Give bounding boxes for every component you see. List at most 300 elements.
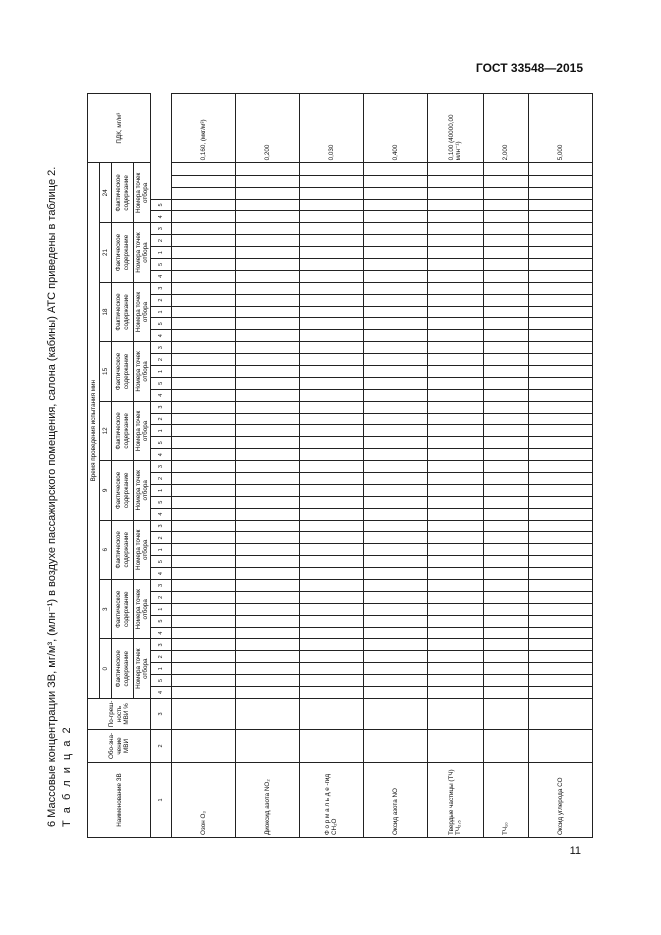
value-cell: [363, 342, 427, 354]
point-number: 3: [151, 282, 172, 294]
value-cell: [363, 270, 427, 282]
point-number: 1: [151, 247, 172, 259]
value-cell: [363, 520, 427, 532]
pdk-value: 0,030: [299, 94, 363, 163]
value-cell: [363, 473, 427, 485]
value-cell: [363, 401, 427, 413]
value-cell: [427, 401, 483, 413]
actual-content-7: Фактическое содержание: [112, 223, 134, 282]
value-cell: [236, 639, 300, 651]
value-cell: [529, 282, 593, 294]
value-cell: [172, 568, 236, 580]
point-number: 2: [151, 532, 172, 544]
value-cell: [299, 377, 363, 389]
value-cell: [483, 377, 528, 389]
value-cell: [427, 175, 483, 187]
point-number: 1: [151, 365, 172, 377]
value-cell: [236, 163, 300, 175]
error-cell: [299, 698, 363, 729]
value-cell: [299, 187, 363, 199]
value-cell: [483, 615, 528, 627]
value-cell: [427, 663, 483, 675]
point-number: 5: [151, 675, 172, 687]
value-cell: [483, 199, 528, 211]
value-cell: [427, 377, 483, 389]
point-number: 1: [151, 306, 172, 318]
value-cell: [172, 223, 236, 235]
value-cell: [529, 306, 593, 318]
point-number: 5: [151, 615, 172, 627]
value-cell: [529, 294, 593, 306]
value-cell: [483, 544, 528, 556]
value-cell: [299, 484, 363, 496]
value-cell: [483, 354, 528, 366]
point-number: 5: [151, 556, 172, 568]
value-cell: [172, 449, 236, 461]
value-cell: [172, 615, 236, 627]
value-cell: [483, 520, 528, 532]
value-cell: [483, 270, 528, 282]
value-cell: [363, 461, 427, 473]
value-cell: [299, 425, 363, 437]
value-cell: [483, 258, 528, 270]
value-cell: [363, 258, 427, 270]
value-cell: [363, 663, 427, 675]
points-label-7: Номера точек отбора: [134, 223, 151, 282]
value-cell: [483, 223, 528, 235]
value-cell: [172, 163, 236, 175]
value-cell: [363, 330, 427, 342]
actual-content-1: Фактическое содержание: [112, 580, 134, 639]
point-number: 2: [151, 729, 172, 762]
value-cell: [483, 651, 528, 663]
value-cell: [529, 437, 593, 449]
value-cell: [529, 651, 593, 663]
points-label-4: Номера точек отбора: [134, 401, 151, 460]
point-number: 3: [151, 639, 172, 651]
value-cell: [483, 175, 528, 187]
value-cell: [427, 556, 483, 568]
value-cell: [172, 306, 236, 318]
value-cell: [236, 687, 300, 699]
value-cell: [529, 425, 593, 437]
point-number: 1: [151, 544, 172, 556]
value-cell: [363, 615, 427, 627]
value-cell: [172, 342, 236, 354]
error-cell: [529, 698, 593, 729]
value-cell: [427, 354, 483, 366]
designation-cell: [172, 729, 236, 762]
value-cell: [363, 413, 427, 425]
value-cell: [483, 580, 528, 592]
value-cell: [363, 484, 427, 496]
point-number: 5: [151, 258, 172, 270]
value-cell: [299, 591, 363, 603]
value-cell: [172, 603, 236, 615]
actual-content-2: Фактическое содержание: [112, 520, 134, 579]
header-pdk: ПДК, мг/м³: [88, 94, 151, 163]
value-cell: [172, 651, 236, 663]
value-cell: [483, 461, 528, 473]
value-cell: [483, 330, 528, 342]
actual-content-3: Фактическое содержание: [112, 461, 134, 520]
pdk-value: 0,200: [236, 94, 300, 163]
value-cell: [236, 532, 300, 544]
time-5: 15: [100, 342, 112, 401]
value-cell: [363, 603, 427, 615]
value-cell: [483, 496, 528, 508]
value-cell: [363, 532, 427, 544]
error-cell: [483, 698, 528, 729]
value-cell: [427, 342, 483, 354]
value-cell: [529, 484, 593, 496]
value-cell: [427, 568, 483, 580]
value-cell: [172, 580, 236, 592]
value-cell: [363, 568, 427, 580]
point-number: 1: [151, 603, 172, 615]
value-cell: [427, 639, 483, 651]
table-row: [236, 94, 300, 838]
value-cell: [299, 473, 363, 485]
actual-content-8: Фактическое содержание: [112, 163, 134, 223]
time-1: 3: [100, 580, 112, 639]
value-cell: [529, 615, 593, 627]
value-cell: [236, 199, 300, 211]
value-cell: [529, 532, 593, 544]
designation-cell: [363, 729, 427, 762]
value-cell: [529, 330, 593, 342]
point-number: 2: [151, 591, 172, 603]
point-number: 4: [151, 270, 172, 282]
value-cell: [299, 235, 363, 247]
value-cell: [172, 508, 236, 520]
value-cell: [172, 544, 236, 556]
value-cell: [427, 580, 483, 592]
value-cell: [363, 365, 427, 377]
value-cell: [299, 449, 363, 461]
standard-number: ГОСТ 33548—2015: [475, 61, 583, 75]
value-cell: [427, 496, 483, 508]
value-cell: [299, 603, 363, 615]
value-cell: [363, 318, 427, 330]
value-cell: [299, 508, 363, 520]
value-cell: [236, 437, 300, 449]
value-cell: [427, 651, 483, 663]
value-cell: [299, 544, 363, 556]
value-cell: [363, 687, 427, 699]
value-cell: [299, 163, 363, 175]
value-cell: [236, 354, 300, 366]
table-wrapper: [87, 93, 593, 838]
value-cell: [299, 175, 363, 187]
value-cell: [427, 282, 483, 294]
value-cell: [172, 425, 236, 437]
value-cell: [483, 449, 528, 461]
value-cell: [172, 520, 236, 532]
point-number: 4: [151, 211, 172, 223]
value-cell: [236, 580, 300, 592]
value-cell: [172, 437, 236, 449]
table-row: [483, 94, 528, 838]
point-number: 2: [151, 651, 172, 663]
value-cell: [529, 175, 593, 187]
value-cell: [363, 591, 427, 603]
substance-name: Оксид азота NO: [363, 762, 427, 837]
value-cell: [299, 568, 363, 580]
value-cell: [236, 270, 300, 282]
value-cell: [529, 365, 593, 377]
value-cell: [363, 389, 427, 401]
value-cell: [236, 556, 300, 568]
pdk-value: 0,160, (мкг/м³): [172, 94, 236, 163]
value-cell: [529, 461, 593, 473]
value-cell: [172, 687, 236, 699]
value-cell: [172, 484, 236, 496]
header-time: Время проведения испытания мин: [88, 163, 100, 699]
substance-name: Оксид углерода CO: [529, 762, 593, 837]
value-cell: [363, 175, 427, 187]
value-cell: [236, 615, 300, 627]
points-label-3: Номера точек отбора: [134, 461, 151, 520]
value-cell: [236, 675, 300, 687]
value-cell: [172, 377, 236, 389]
value-cell: [299, 294, 363, 306]
value-cell: [529, 354, 593, 366]
substance-name: Ф о р м а л ь д е -гид CH₂O: [299, 762, 363, 837]
pdk-value: 2,000: [483, 94, 528, 163]
value-cell: [427, 258, 483, 270]
value-cell: [529, 508, 593, 520]
value-cell: [363, 306, 427, 318]
point-number: 2: [151, 413, 172, 425]
value-cell: [172, 247, 236, 259]
value-cell: [483, 663, 528, 675]
value-cell: [236, 235, 300, 247]
value-cell: [427, 449, 483, 461]
value-cell: [483, 282, 528, 294]
point-number: 2: [151, 294, 172, 306]
value-cell: [172, 270, 236, 282]
value-cell: [529, 223, 593, 235]
value-cell: [299, 687, 363, 699]
value-cell: [483, 532, 528, 544]
concentration-table: [87, 93, 593, 838]
value-cell: [363, 199, 427, 211]
value-cell: [427, 306, 483, 318]
value-cell: [427, 389, 483, 401]
value-cell: [483, 627, 528, 639]
value-cell: [529, 675, 593, 687]
value-cell: [483, 163, 528, 175]
value-cell: [483, 306, 528, 318]
value-cell: [529, 639, 593, 651]
value-cell: [427, 365, 483, 377]
designation-cell: [529, 729, 593, 762]
pdk-value: 0,100 (40000,00 млн⁻¹): [427, 94, 483, 163]
pdk-value: 5,000: [529, 94, 593, 163]
value-cell: [363, 163, 427, 175]
value-cell: [529, 163, 593, 175]
designation-cell: [236, 729, 300, 762]
value-cell: [236, 591, 300, 603]
error-cell: [172, 698, 236, 729]
value-cell: [483, 247, 528, 259]
value-cell: [236, 365, 300, 377]
value-cell: [427, 330, 483, 342]
designation-cell: [483, 729, 528, 762]
value-cell: [299, 401, 363, 413]
value-cell: [363, 211, 427, 223]
value-cell: [363, 508, 427, 520]
value-cell: [529, 544, 593, 556]
value-cell: [236, 520, 300, 532]
value-cell: [299, 318, 363, 330]
point-number: 3: [151, 461, 172, 473]
value-cell: [363, 377, 427, 389]
actual-content-6: Фактическое содержание: [112, 282, 134, 341]
value-cell: [236, 247, 300, 259]
value-cell: [172, 496, 236, 508]
substance-name: ТЧ₁₀: [483, 762, 528, 837]
point-number: 1: [151, 762, 172, 837]
value-cell: [172, 401, 236, 413]
value-cell: [483, 687, 528, 699]
value-cell: [427, 615, 483, 627]
value-cell: [236, 258, 300, 270]
time-6: 18: [100, 282, 112, 341]
point-number: 5: [151, 377, 172, 389]
substance-name: Озон O₃: [172, 762, 236, 837]
value-cell: [483, 318, 528, 330]
value-cell: [299, 437, 363, 449]
value-cell: [529, 318, 593, 330]
value-cell: [236, 294, 300, 306]
value-cell: [172, 318, 236, 330]
value-cell: [299, 282, 363, 294]
point-number: 5: [151, 318, 172, 330]
value-cell: [299, 330, 363, 342]
value-cell: [483, 508, 528, 520]
value-cell: [483, 603, 528, 615]
point-number: 2: [151, 235, 172, 247]
value-cell: [529, 211, 593, 223]
value-cell: [236, 211, 300, 223]
value-cell: [483, 556, 528, 568]
value-cell: [236, 342, 300, 354]
value-cell: [427, 675, 483, 687]
point-number: 1: [151, 425, 172, 437]
point-number: 4: [151, 449, 172, 461]
value-cell: [427, 544, 483, 556]
value-cell: [236, 484, 300, 496]
value-cell: [299, 556, 363, 568]
point-number: 1: [151, 663, 172, 675]
value-cell: [299, 365, 363, 377]
value-cell: [299, 199, 363, 211]
value-cell: [172, 199, 236, 211]
value-cell: [236, 282, 300, 294]
points-label-8: Номера точек отбора: [134, 163, 151, 223]
value-cell: [363, 187, 427, 199]
value-cell: [483, 473, 528, 485]
value-cell: [172, 282, 236, 294]
caption-text: 6 Массовые концентрации ЗВ, мг/м³, (млн⁻¹) в воздухе пассажирского помещения, салона (кабины) АТС приведены в таблице 2.: [46, 166, 58, 827]
point-number: 2: [151, 473, 172, 485]
table-row: [172, 94, 236, 838]
value-cell: [529, 556, 593, 568]
value-cell: [363, 675, 427, 687]
value-cell: [299, 247, 363, 259]
table-row: [299, 94, 363, 838]
value-cell: [299, 306, 363, 318]
value-cell: [299, 675, 363, 687]
page-number: 11: [569, 845, 581, 857]
value-cell: [483, 437, 528, 449]
value-cell: [236, 461, 300, 473]
value-cell: [427, 187, 483, 199]
value-cell: [236, 568, 300, 580]
value-cell: [427, 603, 483, 615]
value-cell: [236, 496, 300, 508]
value-cell: [529, 235, 593, 247]
value-cell: [363, 425, 427, 437]
value-cell: [299, 532, 363, 544]
actual-content-5: Фактическое содержание: [112, 342, 134, 401]
value-cell: [529, 377, 593, 389]
value-cell: [483, 294, 528, 306]
value-cell: [483, 342, 528, 354]
value-cell: [172, 354, 236, 366]
value-cell: [363, 449, 427, 461]
value-cell: [299, 258, 363, 270]
value-cell: [363, 294, 427, 306]
point-number: 4: [151, 627, 172, 639]
value-cell: [529, 413, 593, 425]
value-cell: [427, 461, 483, 473]
time-2: 6: [100, 520, 112, 579]
value-cell: [427, 294, 483, 306]
value-cell: [299, 663, 363, 675]
value-cell: [427, 627, 483, 639]
value-cell: [172, 258, 236, 270]
value-cell: [236, 544, 300, 556]
pdk-value: 0,400: [363, 94, 427, 163]
value-cell: [483, 484, 528, 496]
value-cell: [427, 473, 483, 485]
table-label: Т а б л и ц а 2: [61, 725, 73, 827]
value-cell: [172, 591, 236, 603]
value-cell: [427, 484, 483, 496]
points-label-1: Номера точек отбора: [134, 580, 151, 639]
value-cell: [529, 270, 593, 282]
value-cell: [172, 556, 236, 568]
value-cell: [427, 270, 483, 282]
value-cell: [172, 532, 236, 544]
value-cell: [299, 520, 363, 532]
value-cell: [363, 235, 427, 247]
value-cell: [529, 342, 593, 354]
time-7: 21: [100, 223, 112, 282]
value-cell: [299, 354, 363, 366]
point-number: 1: [151, 484, 172, 496]
value-cell: [483, 639, 528, 651]
value-cell: [172, 187, 236, 199]
value-cell: [483, 425, 528, 437]
value-cell: [529, 389, 593, 401]
value-cell: [427, 235, 483, 247]
value-cell: [529, 580, 593, 592]
value-cell: [172, 294, 236, 306]
